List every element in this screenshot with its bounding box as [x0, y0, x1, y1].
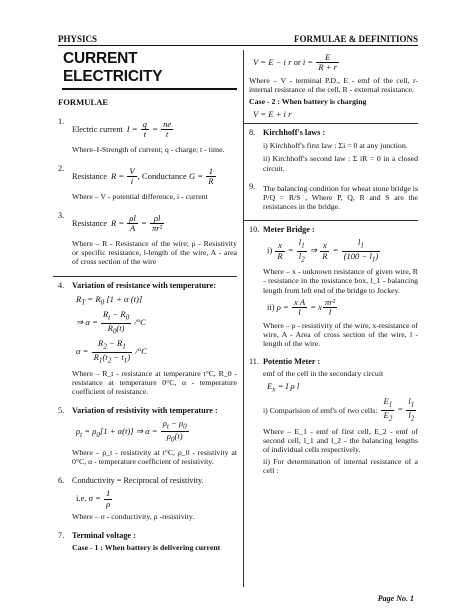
emf-description: Where – E_1 - emf of first cell, E_2 - emf of second cell, l_1 and l_2 - the balancing lengths of individual cells respectively.	[263, 426, 418, 454]
item-label: Meter Bridge :	[263, 225, 315, 235]
item-label: Variation of resistivity with temperature :	[72, 406, 218, 416]
page-header	[58, 34, 418, 46]
item-description: Where – σ - conductivity, ρ -resistivity.	[72, 511, 195, 521]
kirchhoff-second-law: ii) Kirchhoff's second law : Σ iR = 0 in a closed circuit.	[263, 154, 418, 173]
item-label: Potentio Meter :	[263, 357, 321, 367]
temp-resistance-equation: $R_T = R_0$ [1 + α (t)]	[76, 294, 143, 307]
resistivity-meter-equation: ii) ρ = $\frac{\text{x A}}{l}$ = x $\frac{\text{πr²}}{l}$	[267, 296, 336, 318]
divider	[244, 220, 418, 221]
formulae-heading: FORMULAE	[58, 96, 109, 107]
formula-item-8: 8. Kirchhoff's laws : i) Kirchhoff's first law : Σi = 0 at any junction. ii) Kirchhoff's second law : Σ iR = 0 in a closed circuit.	[249, 127, 418, 173]
page-body	[58, 50, 418, 587]
terminal-voltage-description: Where – V - terminal P.D., E - emf of the cell, r-internal resistance of the cell, R - external resistance.	[249, 75, 418, 95]
divider	[244, 123, 418, 124]
item-label: Resistance	[72, 219, 108, 228]
formula-item-1: 1. Electric current I = $\frac{q}{t}$ = $\frac{ne}{t}$ Where–I-Strength of current; q - charge; t - time.	[58, 117, 237, 158]
formula-item-6: 6. Conductivity = Reciprocal of resistivity. i.e. σ = $\frac{1}{\rho}$ Where – σ - conductivity, ρ -resistivity.	[58, 476, 237, 525]
internal-resistance-line: ii) For determination of internal resistance of a cell :	[263, 457, 418, 476]
page-number: Page No. 1	[377, 593, 414, 603]
formula-item-2: 2. Resistance R = $\frac{V}{i}$ , Conductance G = $\frac{1}{R}$ Where – V - potential difference, i - current	[58, 164, 237, 205]
conductivity-equation: i.e. σ = $\frac{1}{\rho}$	[76, 488, 111, 509]
temp-resistivity-equation: $\rho_t = \rho_0[1 + \alpha(t)]$ ⇒ α = $\frac{\rho_t - \rho_0}{\rho_0(t)}$	[76, 417, 187, 445]
item-label: Resistance	[72, 171, 108, 181]
resistance-equation: R = $\frac{V}{i}$ , Conductance G = $\frac{1}{R}$	[111, 165, 214, 187]
case-1-label: Case - 1 : When battery is delivering current	[72, 542, 221, 552]
formula-item-11: 11. Potentio Meter : emf of the cell in the secondary circuit $E_x = I$ ρ l i) Comparision of emf's of two cells: $\frac{E_1}{E_2}$ = $\frac{l_1}{l_2}$ Where – E_1 - emf of first cell, E_2 - emf of second cell, l_1 and l_2 - the balancing lengths of individual cells respectively. ii) For determination of internal resistance of a cell :	[249, 357, 418, 476]
header-section: FORMULAE & DEFINITIONS	[293, 34, 418, 44]
item-label: Terminal voltage :	[72, 531, 136, 541]
alpha-equation-2: α = $\frac{R_2 - R_1}{R_1(t_2 - t_1)}$ /°C	[76, 338, 147, 365]
item-label: Kirchhoff's laws :	[263, 127, 326, 137]
item-description: Where – V - potential difference, i - current	[72, 191, 208, 201]
formula-item-5: 5. Variation of resistivity with temperature : $\rho_t = \rho_0[1 + \alpha(t)]$ ⇒ α = $\frac{\rho_t - \rho_0}{\rho_0(t)}$ Where – ρ_t - resistivity at t°C, ρ_0 - resistivity at 0°C, α - temperature coefficient of resistivity.	[58, 406, 237, 467]
formula-item-10: 10. Meter Bridge : i) $\frac{x}{R}$ = $\frac{l_1}{l_2}$ ⇒ $\frac{x}{R}$ = $\frac{l_1}{(100 - l_1)}$ Where – x - unknown resistance of given wire, R - resistance in the resistance box, l_1 - balancing length from left end of the bridge to Jockey. ii) ρ = $\frac{\text{x A}}{l}$ = x $\frac{\text{πr²}}{l}$ Where – ρ - resistivity of the wire, x-resistance of wire, A - Area of cross section of the wire, l - length of the wire.	[249, 225, 419, 349]
alpha-equation-1: ⇒ α = $\frac{R_t - R_0}{R_0(t)}$ /°C	[76, 309, 146, 336]
meter-bridge-equation: i) $\frac{x}{R}$ = $\frac{l_1}{l_2}$ ⇒ $\frac{x}{R}$ = $\frac{l_1}{(100 - l_1)}$	[267, 237, 379, 264]
divider	[53, 276, 237, 277]
charging-equation: V = E + i r	[253, 109, 292, 120]
item-label: Electric current	[72, 124, 123, 134]
page-title: CURRENT ELECTRICITY	[62, 50, 237, 90]
case-2-label: Case - 2 : When battery is charging	[249, 97, 367, 107]
potentiometer-line: emf of the cell in the secondary circuit	[263, 368, 384, 378]
resistivity-equation: R = $\frac{\rho l}{A}$ = $\frac{\rho l}{\text{πr²}}$	[111, 212, 163, 234]
potentiometer-equation: $E_x = I$ ρ l	[267, 381, 300, 394]
header-subject: PHYSICS	[58, 34, 98, 44]
item-description: Where – R - Resistance of the wire; ρ - Resistivity or specific resistance, l-length of the wire, A - area of cross section of the wire	[72, 238, 237, 267]
item-label: Variation of resistance with temperature:	[72, 281, 217, 291]
resistivity-description: Where – ρ - resistivity of the wire, x-resistance of wire, A - Area of cross section of the wire, l - length of the wire.	[263, 320, 419, 349]
left-column	[58, 50, 244, 587]
item-description: Where – ρ_t - resistivity at t°C, ρ_0 - resistivity at 0°C, α - temperature coefficient of resistivity.	[72, 448, 237, 467]
kirchhoff-first-law: i) Kirchhoff's first law : Σi = 0 at any junction.	[263, 141, 408, 151]
formula-item-7: 7. Terminal voltage : Case - 1 : When battery is delivering current	[58, 531, 237, 552]
item-description: Where – R_t - resistance at temperature t°C, R_0 - resistance at temperature 0°C, α - temperature coefficient of resistance.	[72, 368, 237, 396]
item-description: Where–I-Strength of current; q - charge; t - time.	[72, 144, 225, 154]
emf-comparison: i) Comparision of emf's of two cells: $\frac{E_1}{E_2}$ = $\frac{l_1}{l_2}$	[263, 396, 415, 423]
current-equation: I = $\frac{q}{t}$ = $\frac{ne}{t}$	[126, 118, 172, 140]
right-column	[244, 50, 418, 587]
formula-item-3: 3. Resistance R = $\frac{\rho l}{A}$ = $\frac{\rho l}{\text{πr²}}$ Where – R - Resistance of the wire; ρ - Resistivity or specific resistance, l-length of the wire, A - area of cross section of the wire	[58, 210, 237, 267]
item-label: Conductivity = Reciprocal of resistivity.	[72, 476, 204, 486]
meter-bridge-description: Where – x - unknown resistance of given wire, R - resistance in the resistance box, l_1 - balancing length from left end of the bridge to Jockey.	[263, 267, 418, 295]
formula-item-4: 4. Variation of resistance with temperature: $R_T = R_0$ [1 + α (t)] ⇒ α = $\frac{R_t - R_0}{R_0(t)}$ /°C α = $\frac{R_2 - R_1}{R_1(t_2 - t_1)}$ /°C Where – R_t - resistance at temperature t°C, R_0 - resistance at temperature 0°C, α - temperature coefficient of resistance.	[58, 281, 237, 396]
wheatstone-bridge-text: The balancing condition for wheat stone bridge is P/Q = R/S , Where P, Q, R and S are the resistances in the bridge.	[263, 183, 418, 212]
formula-item-9: 9. The balancing condition for wheat stone bridge is P/Q = R/S , Where P, Q, R and S are the resistances in the bridge.	[249, 181, 418, 212]
terminal-voltage-equation: V = E − i r or i = $\frac{E}{R + r}$	[253, 52, 338, 73]
